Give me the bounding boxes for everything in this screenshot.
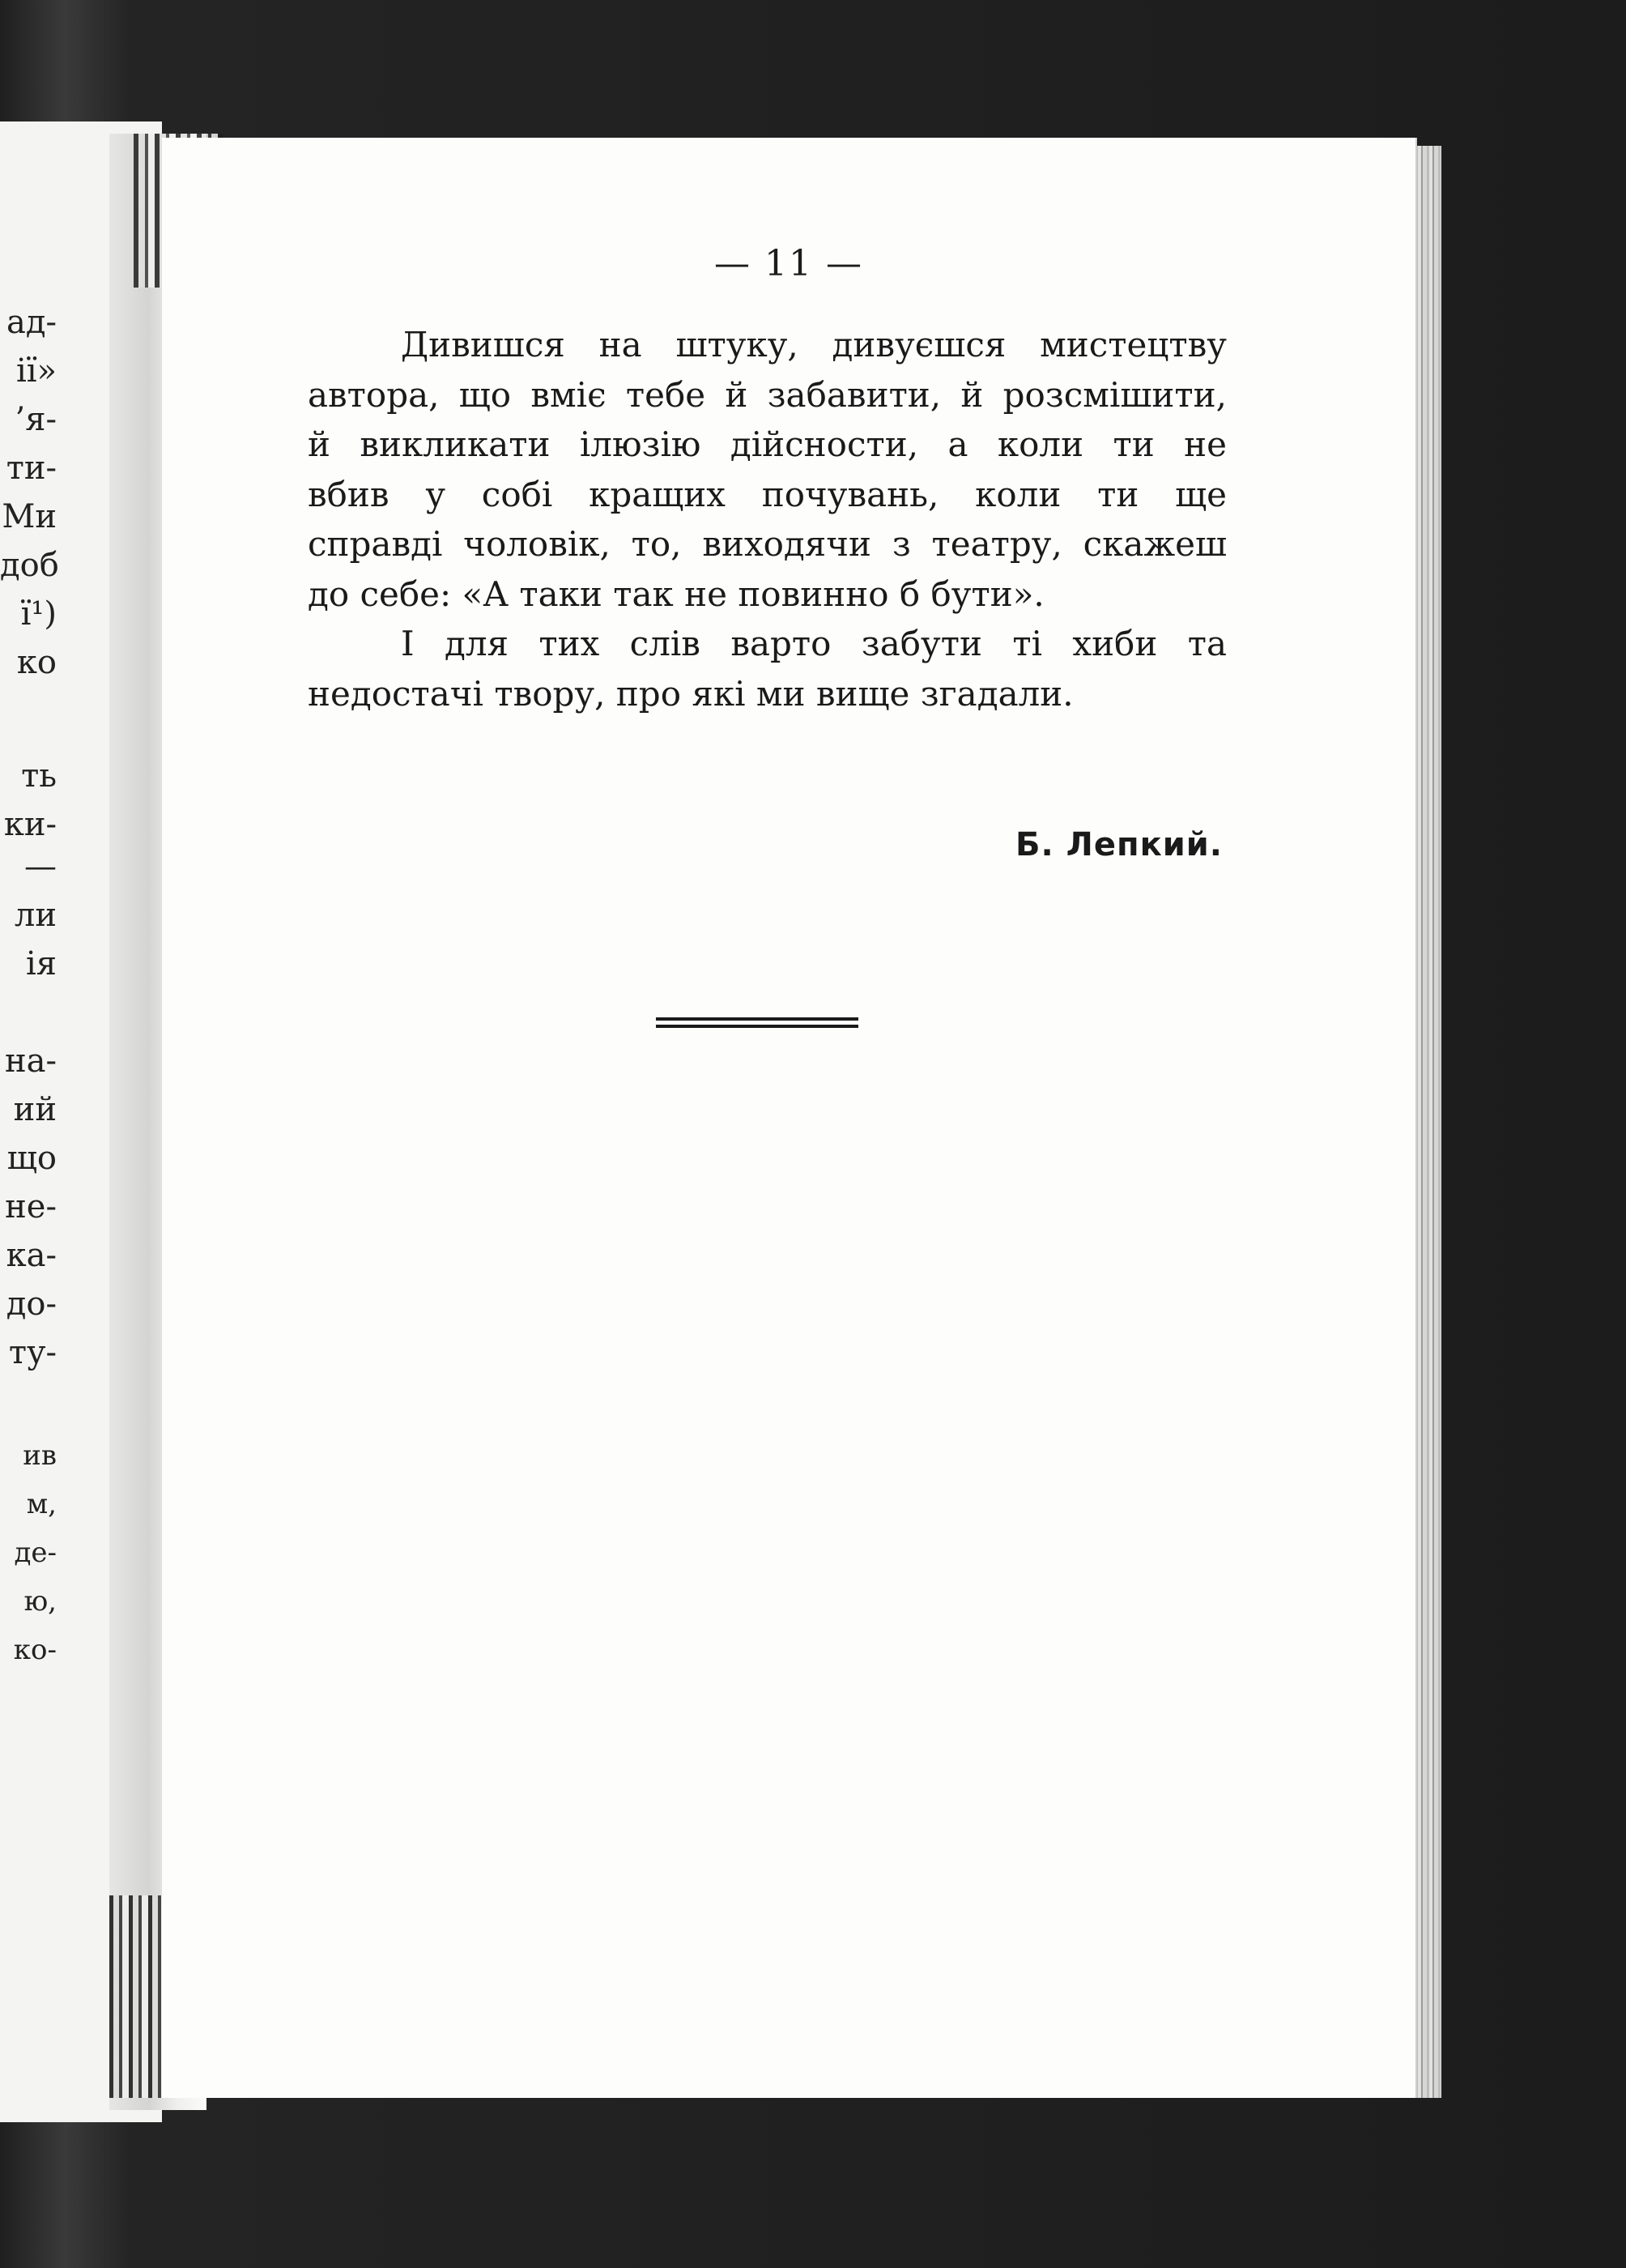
- rule-line: [656, 1017, 858, 1021]
- left-page-fragment: де-: [14, 1537, 57, 1569]
- left-page-fragment: —: [24, 848, 57, 885]
- left-page-fragment: ли: [14, 897, 57, 934]
- left-page-fragment: Ми: [2, 498, 57, 535]
- author-signature: Б. Лепкий.: [1015, 826, 1223, 863]
- book-page: [162, 138, 1415, 2098]
- text-line: недостачі твору, про які ми вище згадали.: [308, 673, 1074, 714]
- left-page-fragment: не-: [5, 1188, 57, 1226]
- text-line: до себе: «А таки так не повинно б бути».: [308, 573, 1045, 614]
- left-page-fragment: що: [6, 1140, 57, 1177]
- body-text: [308, 320, 1227, 718]
- left-page-fragment: ю,: [23, 1585, 57, 1618]
- left-page-fragment: ий: [13, 1091, 57, 1128]
- rule-line: [656, 1025, 858, 1028]
- left-page-fragment: ив: [23, 1439, 57, 1472]
- text-line: й викликати ілюзію дійсности, а коли ти не: [308, 424, 1227, 464]
- left-page-fragment: ть: [21, 757, 57, 795]
- double-rule-divider: [656, 1017, 858, 1029]
- left-page-fragment: доб: [0, 547, 59, 584]
- binding-threads-bottom: [109, 1895, 166, 2098]
- left-page-fragment: ки-: [3, 806, 57, 843]
- left-page-fragment: ти-: [6, 450, 57, 487]
- left-page-fragment: ія: [25, 945, 57, 983]
- left-page-fragment: до-: [6, 1285, 57, 1323]
- left-page-fragment: ту-: [8, 1334, 57, 1371]
- left-page-fragment: на-: [4, 1042, 57, 1080]
- left-page-fragment: ії»: [15, 352, 57, 390]
- page-number: — 11 —: [714, 243, 863, 284]
- text-line: Дивишся на штуку, дивуєшся мистецтву: [401, 325, 1227, 364]
- left-page-fragment: ка-: [6, 1237, 57, 1274]
- left-page-fragment: м,: [26, 1488, 57, 1520]
- text-line: вбив у собі кращих почувань, коли ти ще: [308, 474, 1227, 514]
- text-line: І для тих слів варто забути ті хиби та: [401, 624, 1227, 663]
- left-page-fragment: ’я-: [15, 401, 57, 438]
- left-page-fragment: ко-: [13, 1634, 57, 1666]
- left-page-fragment: ад-: [6, 304, 57, 341]
- left-page-fragment: ї¹): [20, 595, 57, 633]
- text-line: справді чоловік, то, виходячи з театру, скажеш: [308, 524, 1227, 564]
- left-page-fragment: ко: [16, 644, 57, 681]
- text-line: автора, що вміє тебе й забавити, й розсмішити,: [308, 374, 1227, 415]
